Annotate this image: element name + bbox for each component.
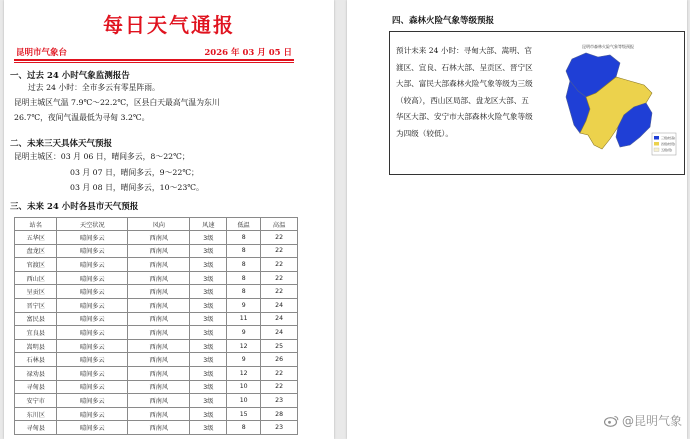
high-temp-cell: 22 bbox=[261, 285, 298, 299]
wind-dir-cell: 西南风 bbox=[128, 394, 190, 408]
fire-risk-map bbox=[540, 41, 682, 168]
weibo-watermark bbox=[604, 412, 682, 429]
table-row bbox=[15, 231, 298, 245]
sky-cell: 晴间多云 bbox=[57, 298, 128, 312]
legend-swatch-level4 bbox=[654, 142, 659, 146]
station-cell: 寻甸县 bbox=[15, 380, 57, 394]
legend-label-level4: 四级(较低) bbox=[661, 142, 676, 146]
wind-dir-cell: 西南风 bbox=[128, 353, 190, 367]
issuer-name: 昆明市气象台 bbox=[16, 48, 68, 58]
wind-speed-cell: 3级 bbox=[190, 421, 227, 435]
wind-dir-cell: 西南风 bbox=[128, 339, 190, 353]
section2-line2: 03 月 07 日，晴间多云，9～22℃； bbox=[70, 168, 199, 177]
county-forecast-table bbox=[14, 217, 298, 435]
high-temp-cell: 24 bbox=[261, 326, 298, 340]
header-rule-thin bbox=[14, 62, 294, 63]
section4-heading: 四、森林火险气象等级预报 bbox=[392, 16, 495, 26]
table-row bbox=[15, 407, 298, 421]
sky-cell: 晴间多云 bbox=[57, 312, 128, 326]
col-sky: 天空状况 bbox=[57, 218, 128, 231]
col-wind-dir: 风向 bbox=[128, 218, 190, 231]
bulletin-page-2 bbox=[347, 0, 687, 439]
wind-dir-cell: 西南风 bbox=[128, 231, 190, 245]
high-temp-cell: 22 bbox=[261, 244, 298, 258]
high-temp-cell: 24 bbox=[261, 298, 298, 312]
wind-speed-cell: 3级 bbox=[190, 353, 227, 367]
legend-label-level3: 三级(较高) bbox=[661, 136, 676, 140]
sky-cell: 晴间多云 bbox=[57, 231, 128, 245]
watermark-text: @昆明气象 bbox=[621, 414, 682, 428]
low-temp-cell: 10 bbox=[227, 380, 261, 394]
table-row bbox=[15, 353, 298, 367]
wind-speed-cell: 3级 bbox=[190, 258, 227, 272]
sky-cell: 晴间多云 bbox=[57, 339, 128, 353]
low-temp-cell: 8 bbox=[227, 421, 261, 435]
legend-swatch-level3 bbox=[654, 136, 659, 140]
high-temp-cell: 22 bbox=[261, 231, 298, 245]
wind-speed-cell: 3级 bbox=[190, 298, 227, 312]
station-cell: 西山区 bbox=[15, 271, 57, 285]
station-cell: 宜良县 bbox=[15, 326, 57, 340]
fire-risk-text: 预计未来 24 小时：寻甸大部、嵩明、官渡区、宜良、石林大部、呈贡区、晋宁区大部、富民大部森林火险气象等级为三级（较高），西山区局部、盘龙区大部、五华区大部、安宁市大部森林火险气象等级为四级（较低）。 bbox=[396, 46, 533, 138]
wind-speed-cell: 3级 bbox=[190, 244, 227, 258]
low-temp-cell: 15 bbox=[227, 407, 261, 421]
col-high-temp: 高温 bbox=[261, 218, 298, 231]
station-cell: 盘龙区 bbox=[15, 244, 57, 258]
wind-speed-cell: 3级 bbox=[190, 394, 227, 408]
table-row bbox=[15, 421, 298, 435]
col-station: 站名 bbox=[15, 218, 57, 231]
station-cell: 石林县 bbox=[15, 353, 57, 367]
table-row bbox=[15, 394, 298, 408]
fire-risk-box bbox=[389, 31, 685, 175]
wind-dir-cell: 西南风 bbox=[128, 298, 190, 312]
high-temp-cell: 22 bbox=[261, 258, 298, 272]
sky-cell: 晴间多云 bbox=[57, 407, 128, 421]
table-row bbox=[15, 312, 298, 326]
wind-dir-cell: 西南风 bbox=[128, 407, 190, 421]
high-temp-cell: 22 bbox=[261, 380, 298, 394]
station-cell: 五华区 bbox=[15, 231, 57, 245]
sky-cell: 晴间多云 bbox=[57, 271, 128, 285]
wind-dir-cell: 西南风 bbox=[128, 421, 190, 435]
low-temp-cell: 9 bbox=[227, 298, 261, 312]
bulletin-page-1 bbox=[4, 0, 334, 439]
section1-line3: 26.7℃，夜间气温最低为寻甸 3.2℃。 bbox=[14, 113, 150, 122]
wind-dir-cell: 西南风 bbox=[128, 244, 190, 258]
low-temp-cell: 9 bbox=[227, 326, 261, 340]
section1-line2: 昆明主城区气温 7.9℃～22.2℃，区县白天最高气温为东川 bbox=[14, 98, 220, 107]
station-cell: 富民县 bbox=[15, 312, 57, 326]
wind-speed-cell: 3级 bbox=[190, 380, 227, 394]
wind-speed-cell: 3级 bbox=[190, 231, 227, 245]
table-row bbox=[15, 285, 298, 299]
station-cell: 东川区 bbox=[15, 407, 57, 421]
sky-cell: 晴间多云 bbox=[57, 366, 128, 380]
station-cell: 晋宁区 bbox=[15, 298, 57, 312]
section2-line1: 昆明主城区：03 月 06 日，晴间多云，8～22℃； bbox=[14, 152, 190, 161]
wind-dir-cell: 西南风 bbox=[128, 380, 190, 394]
wind-speed-cell: 3级 bbox=[190, 285, 227, 299]
sky-cell: 晴间多云 bbox=[57, 353, 128, 367]
high-temp-cell: 22 bbox=[261, 366, 298, 380]
table-body bbox=[15, 231, 298, 435]
fire-risk-map-svg bbox=[540, 41, 682, 168]
high-temp-cell: 24 bbox=[261, 312, 298, 326]
low-temp-cell: 8 bbox=[227, 271, 261, 285]
table-row bbox=[15, 326, 298, 340]
low-temp-cell: 12 bbox=[227, 339, 261, 353]
station-cell: 寻甸县 bbox=[15, 421, 57, 435]
low-temp-cell: 9 bbox=[227, 353, 261, 367]
table-row bbox=[15, 244, 298, 258]
col-low-temp: 低温 bbox=[227, 218, 261, 231]
low-temp-cell: 12 bbox=[227, 366, 261, 380]
wind-speed-cell: 3级 bbox=[190, 271, 227, 285]
wind-dir-cell: 西南风 bbox=[128, 271, 190, 285]
sky-cell: 晴间多云 bbox=[57, 285, 128, 299]
low-temp-cell: 8 bbox=[227, 285, 261, 299]
high-temp-cell: 23 bbox=[261, 421, 298, 435]
low-temp-cell: 10 bbox=[227, 394, 261, 408]
low-temp-cell: 8 bbox=[227, 258, 261, 272]
sky-cell: 晴间多云 bbox=[57, 258, 128, 272]
sky-cell: 晴间多云 bbox=[57, 244, 128, 258]
issuer-row bbox=[16, 46, 292, 60]
wind-speed-cell: 3级 bbox=[190, 366, 227, 380]
weibo-logo-icon bbox=[604, 415, 619, 427]
section2-heading: 二、未来三天具体天气预报 bbox=[10, 139, 113, 149]
wind-speed-cell: 3级 bbox=[190, 326, 227, 340]
table-row bbox=[15, 366, 298, 380]
low-temp-cell: 11 bbox=[227, 312, 261, 326]
sky-cell: 晴间多云 bbox=[57, 380, 128, 394]
section3-heading: 三、未来 24 小时各县市天气预报 bbox=[10, 202, 139, 212]
legend-swatch-level5 bbox=[654, 148, 659, 152]
station-cell: 官渡区 bbox=[15, 258, 57, 272]
high-temp-cell: 25 bbox=[261, 339, 298, 353]
high-temp-cell: 22 bbox=[261, 271, 298, 285]
high-temp-cell: 28 bbox=[261, 407, 298, 421]
high-temp-cell: 26 bbox=[261, 353, 298, 367]
section1-heading: 一、过去 24 小时气象监测报告 bbox=[10, 71, 130, 81]
sky-cell: 晴间多云 bbox=[57, 421, 128, 435]
table-row bbox=[15, 271, 298, 285]
station-cell: 呈贡区 bbox=[15, 285, 57, 299]
table-row bbox=[15, 380, 298, 394]
wind-speed-cell: 3级 bbox=[190, 312, 227, 326]
table-row bbox=[15, 339, 298, 353]
station-cell: 嵩明县 bbox=[15, 339, 57, 353]
wind-speed-cell: 3级 bbox=[190, 339, 227, 353]
bulletin-title: 每日天气通报 bbox=[103, 13, 235, 37]
col-wind-speed: 风速 bbox=[190, 218, 227, 231]
table-header-row bbox=[15, 218, 298, 231]
wind-dir-cell: 西南风 bbox=[128, 285, 190, 299]
high-temp-cell: 23 bbox=[261, 394, 298, 408]
header-rule bbox=[14, 59, 294, 61]
issue-date: 2026 年 03 月 05 日 bbox=[204, 48, 292, 58]
wind-dir-cell: 西南风 bbox=[128, 366, 190, 380]
wind-dir-cell: 西南风 bbox=[128, 326, 190, 340]
low-temp-cell: 8 bbox=[227, 231, 261, 245]
low-temp-cell: 8 bbox=[227, 244, 261, 258]
wind-speed-cell: 3级 bbox=[190, 407, 227, 421]
table-row bbox=[15, 298, 298, 312]
wind-dir-cell: 西南风 bbox=[128, 258, 190, 272]
legend-label-level5: 五级(低) bbox=[661, 148, 673, 152]
sky-cell: 晴间多云 bbox=[57, 394, 128, 408]
table-row bbox=[15, 258, 298, 272]
section1-line1: 过去 24 小时：全市多云有零星阵雨。 bbox=[28, 83, 160, 92]
sky-cell: 晴间多云 bbox=[57, 326, 128, 340]
station-cell: 禄劝县 bbox=[15, 366, 57, 380]
station-cell: 安宁市 bbox=[15, 394, 57, 408]
section2-line3: 03 月 08 日，晴间多云，10～23℃。 bbox=[70, 183, 204, 192]
wind-dir-cell: 西南风 bbox=[128, 312, 190, 326]
map-title: 昆明市森林火险气象等级预报 bbox=[582, 44, 634, 49]
